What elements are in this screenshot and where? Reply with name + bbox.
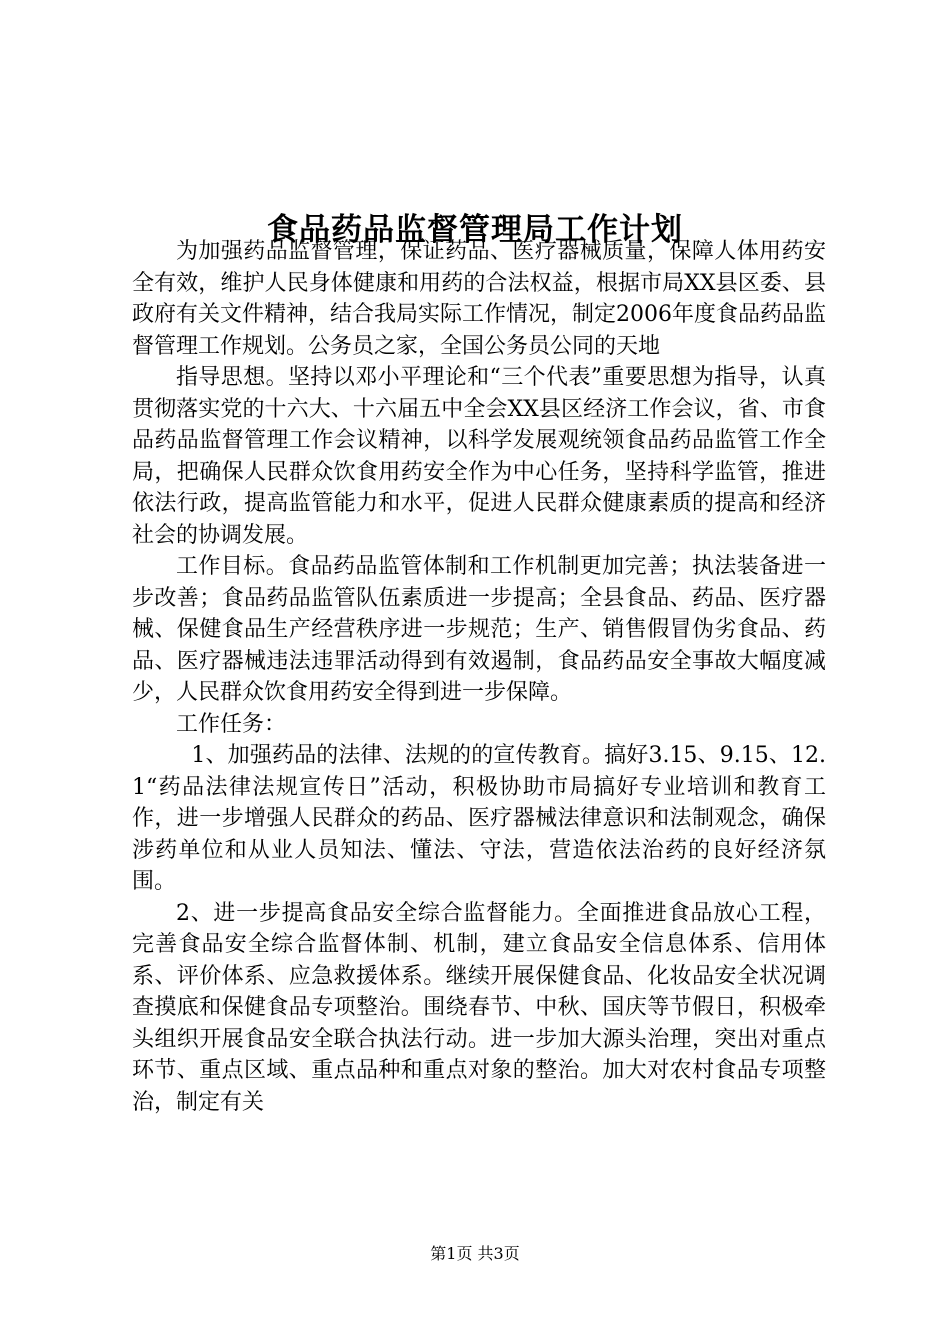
paragraph-work-goals: 工作目标。食品药品监管体制和工作机制更加完善；执法装备进一步改善；食品药品监管队伍素质进一步提高；全县食品、药品、医疗器械、保健食品生产经营秩序进一步规范；生产、销售假冒伪劣食品、药品、医疗器械违法违罪活动得到有效遏制，食品药品安全事故大幅度减少，人民群众饮食用药安全得到进一步保障。 bbox=[132, 554, 826, 705]
paragraph-task-2: 2、进一步提高食品安全综合监督能力。全面推进食品放心工程，完善食品安全综合监督体制、机制，建立食品安全信息体系、信用体系、评价体系、应急救援体系。继续开展保健食品、化妆品安全状况调查摸底和保健食品专项整治。围绕春节、中秋、国庆等节假日，积极牵头组织开展食品安全联合执法行动。进一步加大源头治理，突出对重点环节、重点区域、重点品种和重点对象的整治。加大对农村食品专项整治，制定有关 bbox=[132, 900, 826, 1115]
document-body bbox=[132, 236, 826, 1118]
page-footer bbox=[0, 1242, 950, 1266]
paragraph-work-tasks-heading: 工作任务： bbox=[176, 711, 287, 737]
paragraph-intro: 为加强药品监督管理，保证药品、医疗器械质量，保障人体用药安全有效，维护人民身体健康和用药的合法权益，根据市局XX县区委、县政府有关文件精神，结合我局实际工作情况，制定2006年度食品药品监督管理工作规划。公务员之家，全国公务员公同的天地 bbox=[132, 239, 826, 359]
paragraph-task-1: 1、加强药品的法律、法规的的宣传教育。搞好3.15、9.15、12.1“药品法律法规宣传日”活动，积极协助市局搞好专业培训和教育工作，进一步增强人民群众的药品、医疗器械法律意识和法制观念，确保涉药单位和从业人员知法、懂法、守法，营造依法治药的良好经济氛围。 bbox=[132, 743, 826, 894]
paragraph-guiding-ideology: 指导思想。坚持以邓小平理论和“三个代表”重要思想为指导，认真贯彻落实党的十六大、十六届五中全会XX县区经济工作会议，省、市食品药品监督管理工作会议精神，以科学发展观统领食品药品监管工作全局，把确保人民群众饮食用药安全作为中心任务，坚持科学监管，推进依法行政，提高监管能力和水平，促进人民群众健康素质的提高和经济社会的协调发展。 bbox=[132, 365, 826, 548]
page-number-indicator: 第1页 共3页 bbox=[430, 1244, 520, 1263]
document-title: 食品药品监督管理局工作计划 bbox=[267, 211, 683, 248]
